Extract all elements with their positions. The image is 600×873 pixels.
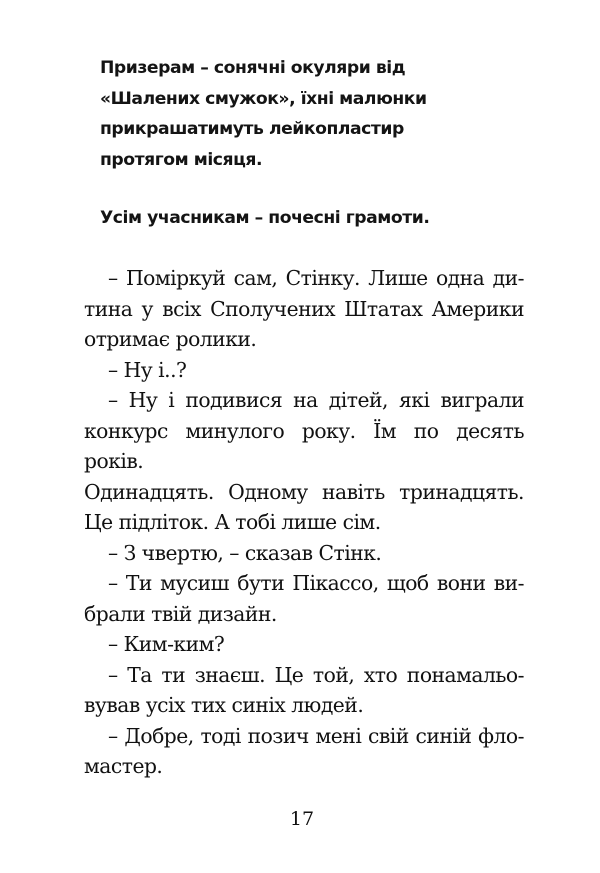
story-line: – Ким-ким?	[108, 632, 225, 656]
story-line: – З чвертю, – сказав Стінк.	[108, 540, 382, 565]
notice-prize-line: Призерам – сонячні окуляри від	[100, 58, 406, 78]
story-line: отримає ролики.	[84, 327, 257, 351]
story-line: – Ну і..?	[108, 357, 187, 382]
story-line: – Ну і подивися на дітей, які виграли	[108, 388, 524, 412]
story-line: тина у всіх Сполучених Штатах Америки	[84, 296, 524, 321]
page-number: 17	[289, 808, 315, 830]
notice-prize-line: прикрашатимуть лейкопластир	[100, 119, 404, 139]
story-line: – Поміркуй сам, Стінку. Лише одна ди-	[108, 266, 524, 290]
story-line: вував усіх тих синіх людей.	[84, 693, 364, 717]
story-line: мастер.	[84, 754, 163, 778]
notice-spacer	[100, 175, 520, 203]
story-line: Це підліток. А тобі лише сім.	[84, 510, 381, 534]
notice-participants-line: Усім учасникам – почесні грамоти.	[100, 208, 430, 228]
story-text	[84, 263, 524, 782]
story-line: Одинадцять. Одному навіть тринадцять.	[84, 479, 524, 504]
story-line: – Та ти знаєш. Це той, хто понамальо-	[108, 662, 524, 687]
story-line: – Ти мусиш бути Пікассо, щоб вони ви-	[108, 571, 524, 595]
contest-notice	[100, 53, 520, 234]
notice-prize-line: протягом місяця.	[100, 149, 263, 170]
notice-prize-line: «Шалених смужок», їхні малюнки	[100, 88, 427, 109]
story-line: – Добре, тоді позич мені свій синій фло-	[108, 723, 524, 748]
story-line: брали твій дизайн.	[84, 601, 277, 626]
story-line: конкурс минулого року. Їм по десять років.	[84, 418, 524, 473]
